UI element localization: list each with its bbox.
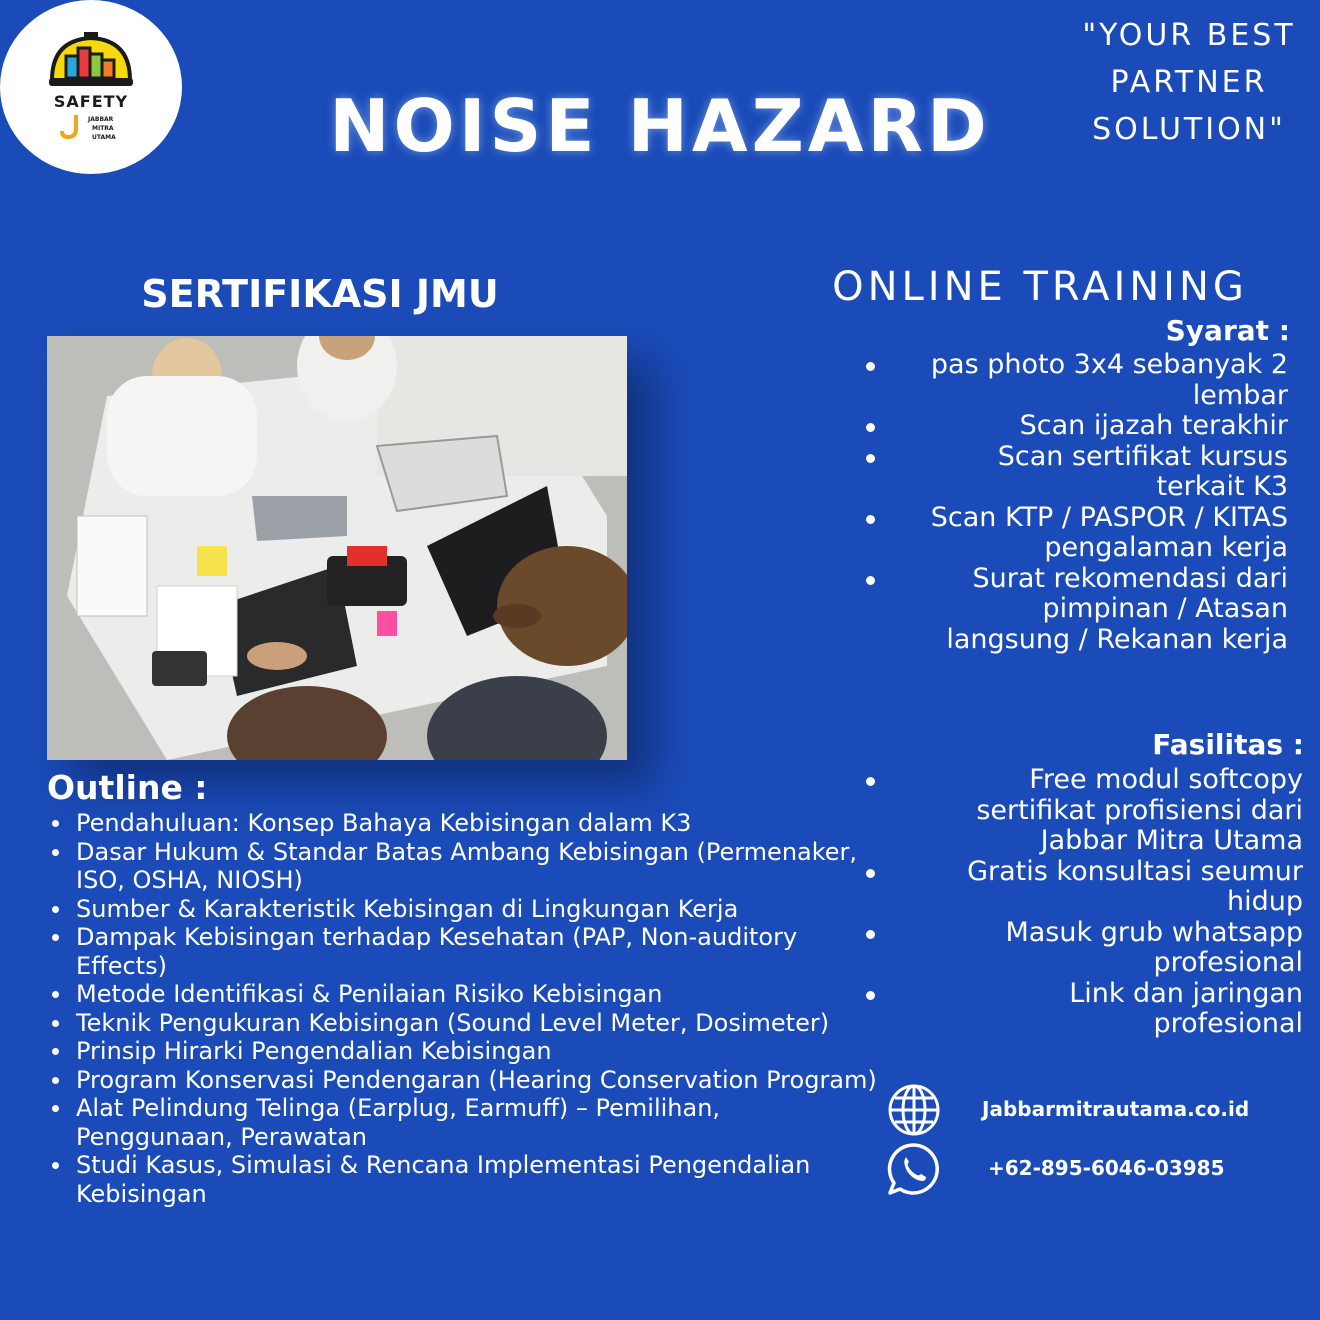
tagline-line: "YOUR BEST xyxy=(1082,18,1296,53)
page-title: NOISE HAZARD xyxy=(329,84,991,168)
certification-heading: SERTIFIKASI JMU xyxy=(141,272,499,316)
phone-number[interactable]: +62-895-6046-03985 xyxy=(988,1156,1225,1180)
list-item: Teknik Pengukuran Kebisingan (Sound Level Meter, Dosimeter) xyxy=(50,1009,880,1038)
list-item: Gratis konsultasi seumur hidup xyxy=(862,857,1303,918)
team-meeting-photo xyxy=(47,336,627,760)
hard-hat-icon xyxy=(46,30,136,92)
list-item: Alat Pelindung Telinga (Earplug, Earmuff) – Pemilihan, Penggunaan, Perawatan xyxy=(50,1094,880,1151)
logo-mark-icon xyxy=(58,113,84,139)
website-link[interactable]: Jabbarmitrautama.co.id xyxy=(982,1097,1250,1121)
list-item: Surat rekomendasi dari pimpinan / Atasan langsung / Rekanan kerja xyxy=(862,564,1288,656)
list-item: Scan KTP / PASPOR / KITAS pengalaman kerja xyxy=(862,503,1288,564)
tagline-line: SOLUTION" xyxy=(1092,112,1286,147)
list-item: Program Konservasi Pendengaran (Hearing Conservation Program) xyxy=(50,1066,880,1095)
list-item: Scan sertifikat kursus terkait K3 xyxy=(862,442,1288,503)
requirements-heading: Syarat : xyxy=(1165,314,1290,347)
list-item: Free modul softcopy sertifikat profisiensi dari Jabbar Mitra Utama xyxy=(862,765,1303,857)
list-item: Studi Kasus, Simulasi & Rencana Implementasi Pengendalian Kebisingan xyxy=(50,1151,880,1208)
logo-sub-line-1: JABBAR xyxy=(88,116,114,123)
whatsapp-icon xyxy=(886,1141,942,1197)
list-item: Dasar Hukum & Standar Batas Ambang Kebisingan (Permenaker, ISO, OSHA, NIOSH) xyxy=(50,838,880,895)
logo-sub-line-2: MITRA xyxy=(92,125,114,132)
company-logo xyxy=(0,0,182,174)
list-item: Prinsip Hirarki Pengendalian Kebisingan xyxy=(50,1037,880,1066)
list-item: Masuk grub whatsapp profesional xyxy=(862,918,1303,979)
list-item: Sumber & Karakteristik Kebisingan di Lingkungan Kerja xyxy=(50,895,880,924)
tagline xyxy=(1050,12,1320,153)
facilities-heading: Fasilitas : xyxy=(1152,728,1304,761)
facilities-list xyxy=(862,765,1303,1040)
list-item: Link dan jaringan profesional xyxy=(862,979,1303,1040)
requirements-list xyxy=(862,350,1288,655)
list-item: Scan ijazah terakhir xyxy=(862,411,1288,442)
list-item: pas photo 3x4 sebanyak 2 lembar xyxy=(862,350,1288,411)
outline-list xyxy=(50,809,880,1208)
tagline-line: PARTNER xyxy=(1110,65,1268,100)
globe-icon xyxy=(886,1082,942,1138)
logo-brand: SAFETY xyxy=(53,92,129,111)
logo-sub-line-3: UTAMA xyxy=(92,134,116,141)
online-training-heading: ONLINE TRAINING xyxy=(832,264,1248,310)
outline-heading: Outline : xyxy=(47,768,208,807)
list-item: Dampak Kebisingan terhadap Kesehatan (PAP, Non-auditory Effects) xyxy=(50,923,880,980)
list-item: Metode Identifikasi & Penilaian Risiko Kebisingan xyxy=(50,980,880,1009)
list-item: Pendahuluan: Konsep Bahaya Kebisingan dalam K3 xyxy=(50,809,880,838)
